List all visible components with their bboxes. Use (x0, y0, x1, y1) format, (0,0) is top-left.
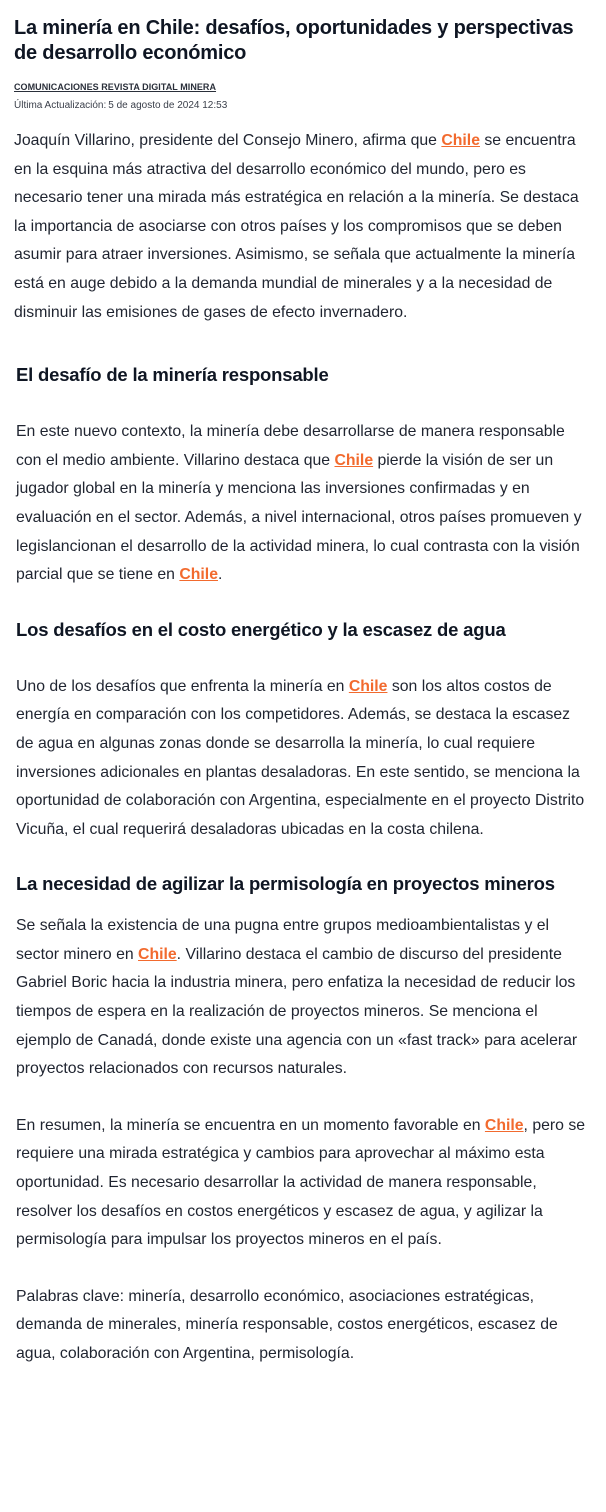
text-segment: pierde la visión de ser un jugador global en la minería y menciona las inversiones confirmadas y en evaluación en el sector. Además, a nivel internacional, otros países promueven y legislancionan el desarrollo de la actividad minera, lo cual contrasta con la visión parcial que se tiene en (16, 451, 582, 584)
summary-paragraph (14, 1112, 592, 1255)
last-updated-label: Última Actualización: (14, 100, 107, 111)
section-heading: Los desafíos en el costo energético y la escasez de agua (16, 618, 506, 640)
section-paragraph (14, 912, 592, 1084)
text-segment: Uno de los desafíos que enfrenta la minería en (16, 677, 349, 695)
text-segment: Se señala la existencia de una pugna entre grupos medioambientalistas y el sector minero en (16, 917, 550, 963)
chile-tag-link[interactable]: Chile (138, 945, 177, 963)
text-segment: . Villarino destaca el cambio de discurso del presidente Gabriel Boric hacia la industria minera, pero enfatiza la necesidad de reducir los tiempos de espera en la realización de proyectos mineros. Se menciona el ejemplo de Canadá, donde existe una agencia con un «fast track» para acelerar proyectos relacionados con recursos naturales. (16, 945, 578, 1078)
intro-paragraph (14, 127, 592, 327)
last-updated-date: 5 de agosto de 2024 12:53 (108, 100, 228, 111)
chile-tag-link[interactable]: Chile (179, 566, 218, 584)
chile-tag-link[interactable]: Chile (348, 677, 388, 695)
author-link[interactable]: COMUNICACIONES REVISTA DIGITAL MINERA (14, 82, 217, 92)
text-segment: son los altos costos de energía en comparación con los competidores. Además, se destaca la escasez de agua en algunas zonas donde se desarrolla la minería, lo cual requiere inversiones adicionales en plantas desaladoras. En este sentido, se menciona la oportunidad de colaboración con Argentina, especialmente en el proyecto Distrito Vicuña, el cual requerirá desaladoras ubicadas en la costa chilena. (16, 677, 585, 838)
chile-tag-link[interactable]: Chile (334, 451, 374, 469)
text-segment: , pero se requiere una mirada estratégica y cambios para aprovechar al máximo esta oportunidad. Es necesario desarrollar la actividad de manera responsable, resolver los desafíos en costos energéticos y escasez de agua, y agilizar la permisología para impulsar los proyectos mineros en el país. (16, 1116, 586, 1249)
text-segment: En resumen, la minería se encuentra en un momento favorable en (16, 1116, 485, 1134)
section-heading: El desafío de la minería responsable (16, 364, 329, 386)
section-heading: La necesidad de agilizar la permisología en proyectos mineros (16, 873, 555, 895)
text-segment: . (217, 566, 223, 584)
text-segment: se encuentra en la esquina más atractiva del desarrollo económico del mundo, pero es necesario tener una mirada más estratégica en relación a la minería. Se destaca la importancia de asociarse con otros países y los compromisos que se deben asumir para atraer inversiones. Asimismo, se señala que actualmente la minería está en auge debido a la demanda mundial de minerales y a la necesidad de disminuir las emisiones de gases de efecto invernadero. (14, 132, 579, 321)
section-paragraph (14, 673, 592, 845)
chile-tag-link[interactable]: Chile (441, 132, 480, 149)
last-updated (14, 100, 592, 111)
keywords-paragraph: Palabras clave: minería, desarrollo económico, asociaciones estratégicas, demanda de minerales, minería responsable, costos energéticos, escasez de agua, colaboración con Argentina, permisología. (16, 1287, 558, 1362)
text-segment: En este nuevo contexto, la minería debe desarrollarse de manera responsable con el medio ambiente. Villarino destaca que (16, 423, 565, 469)
text-segment: Joaquín Villarino, presidente del Consejo Minero, afirma que (14, 132, 442, 149)
article-title: La minería en Chile: desafíos, oportunidades y perspectivas de desarrollo económico (14, 17, 574, 64)
chile-tag-link[interactable]: Chile (484, 1116, 524, 1134)
section-paragraph (14, 418, 592, 590)
